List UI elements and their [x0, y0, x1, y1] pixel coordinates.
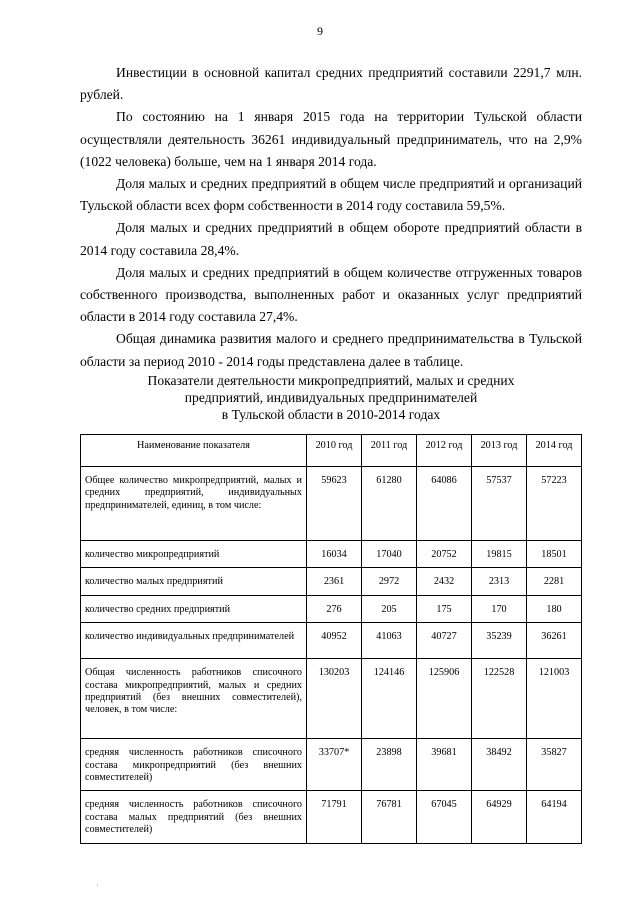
value-cell: 76781	[362, 791, 417, 843]
value-cell: 61280	[362, 467, 417, 541]
value-cell: 64929	[472, 791, 527, 843]
value-cell: 175	[417, 595, 472, 622]
value-cell: 38492	[472, 739, 527, 791]
paragraph: Доля малых и средних предприятий в общем числе предприятий и организаций Тульской области всех форм собственности в 2014 году составила 59,5%.	[80, 176, 582, 214]
value-cell: 41063	[362, 623, 417, 659]
indicators-table	[80, 434, 582, 844]
table-title	[80, 372, 582, 423]
body-text	[80, 62, 582, 373]
paragraph: Общая динамика развития малого и среднего предпринимательства в Тульской области за период 2010 - 2014 годы представлена далее в таблице.	[80, 331, 582, 369]
value-cell: 64194	[527, 791, 582, 843]
table-row	[81, 568, 582, 595]
indicator-name-cell: средняя численность работников списочного состава микропредприятий (без внешних совместителей)	[81, 739, 307, 791]
value-cell: 33707*	[307, 739, 362, 791]
header-year-2010: 2010 год	[307, 435, 362, 467]
page-number: 9	[317, 24, 323, 38]
indicator-name-cell: количество малых предприятий	[81, 568, 307, 595]
value-cell: 121003	[527, 659, 582, 739]
value-cell: 2281	[527, 568, 582, 595]
table-header-row	[81, 435, 582, 467]
table-row	[81, 595, 582, 622]
value-cell: 40727	[417, 623, 472, 659]
value-cell: 2972	[362, 568, 417, 595]
value-cell: 122528	[472, 659, 527, 739]
paragraph: Доля малых и средних предприятий в общем обороте предприятий области в 2014 году составила 28,4%.	[80, 220, 582, 258]
paragraph: Инвестиции в основной капитал средних предприятий составили 2291,7 млн. рублей.	[80, 65, 582, 103]
header-year-2014: 2014 год	[527, 435, 582, 467]
table-row	[81, 739, 582, 791]
indicator-name-cell: средняя численность работников списочного состава малых предприятий (без внешних совместителей)	[81, 791, 307, 843]
indicator-name-cell: количество индивидуальных предпринимателей	[81, 623, 307, 659]
paragraph: По состоянию на 1 января 2015 года на территории Тульской области осуществляли деятельность 36261 индивидуальный предприниматель, что на 2,9% (1022 человека) больше, чем на 1 января 2014 года.	[80, 109, 582, 169]
value-cell: 205	[362, 595, 417, 622]
table-row	[81, 791, 582, 843]
value-cell: 64086	[417, 467, 472, 541]
value-cell: 35239	[472, 623, 527, 659]
value-cell: 125906	[417, 659, 472, 739]
paragraph: Доля малых и средних предприятий в общем количестве отгруженных товаров собственного производства, выполненных работ и оказанных услуг предприятий области в 2014 году составила 27,4%.	[80, 264, 582, 325]
table-row	[81, 541, 582, 568]
value-cell: 16034	[307, 541, 362, 568]
indicator-name-cell: количество микропредприятий	[81, 541, 307, 568]
value-cell: 276	[307, 595, 362, 622]
value-cell: 180	[527, 595, 582, 622]
table-row	[81, 467, 582, 541]
table-row	[81, 623, 582, 659]
value-cell: 36261	[527, 623, 582, 659]
value-cell: 2432	[417, 568, 472, 595]
value-cell: 67045	[417, 791, 472, 843]
scan-mark: ·	[96, 880, 99, 890]
table-title-line: в Тульской области в 2010-2014 годах	[221, 407, 441, 422]
value-cell: 57223	[527, 467, 582, 541]
value-cell: 170	[472, 595, 527, 622]
value-cell: 19815	[472, 541, 527, 568]
value-cell: 57537	[472, 467, 527, 541]
header-year-2011: 2011 год	[362, 435, 417, 467]
indicator-name-cell: Общее количество микропредприятий, малых и средних предприятий, индивидуальных предпринимателей, единиц, в том числе:	[81, 467, 307, 541]
value-cell: 35827	[527, 739, 582, 791]
value-cell: 124146	[362, 659, 417, 739]
value-cell: 130203	[307, 659, 362, 739]
value-cell: 18501	[527, 541, 582, 568]
table-title-line: предприятий, индивидуальных предпринимателей	[184, 390, 478, 405]
value-cell: 20752	[417, 541, 472, 568]
table-row	[81, 659, 582, 739]
value-cell: 17040	[362, 541, 417, 568]
value-cell: 23898	[362, 739, 417, 791]
header-indicator-name: Наименование показателя	[81, 435, 307, 467]
value-cell: 2313	[472, 568, 527, 595]
value-cell: 71791	[307, 791, 362, 843]
value-cell: 2361	[307, 568, 362, 595]
value-cell: 40952	[307, 623, 362, 659]
header-year-2012: 2012 год	[417, 435, 472, 467]
table-title-line: Показатели деятельности микропредприятий, малых и средних	[147, 373, 515, 388]
indicator-name-cell: количество средних предприятий	[81, 595, 307, 622]
indicator-name-cell: Общая численность работников списочного состава микропредприятий, малых и средних предприятий (без внешних совместителей), человек, в том числе:	[81, 659, 307, 739]
value-cell: 39681	[417, 739, 472, 791]
header-year-2013: 2013 год	[472, 435, 527, 467]
value-cell: 59623	[307, 467, 362, 541]
